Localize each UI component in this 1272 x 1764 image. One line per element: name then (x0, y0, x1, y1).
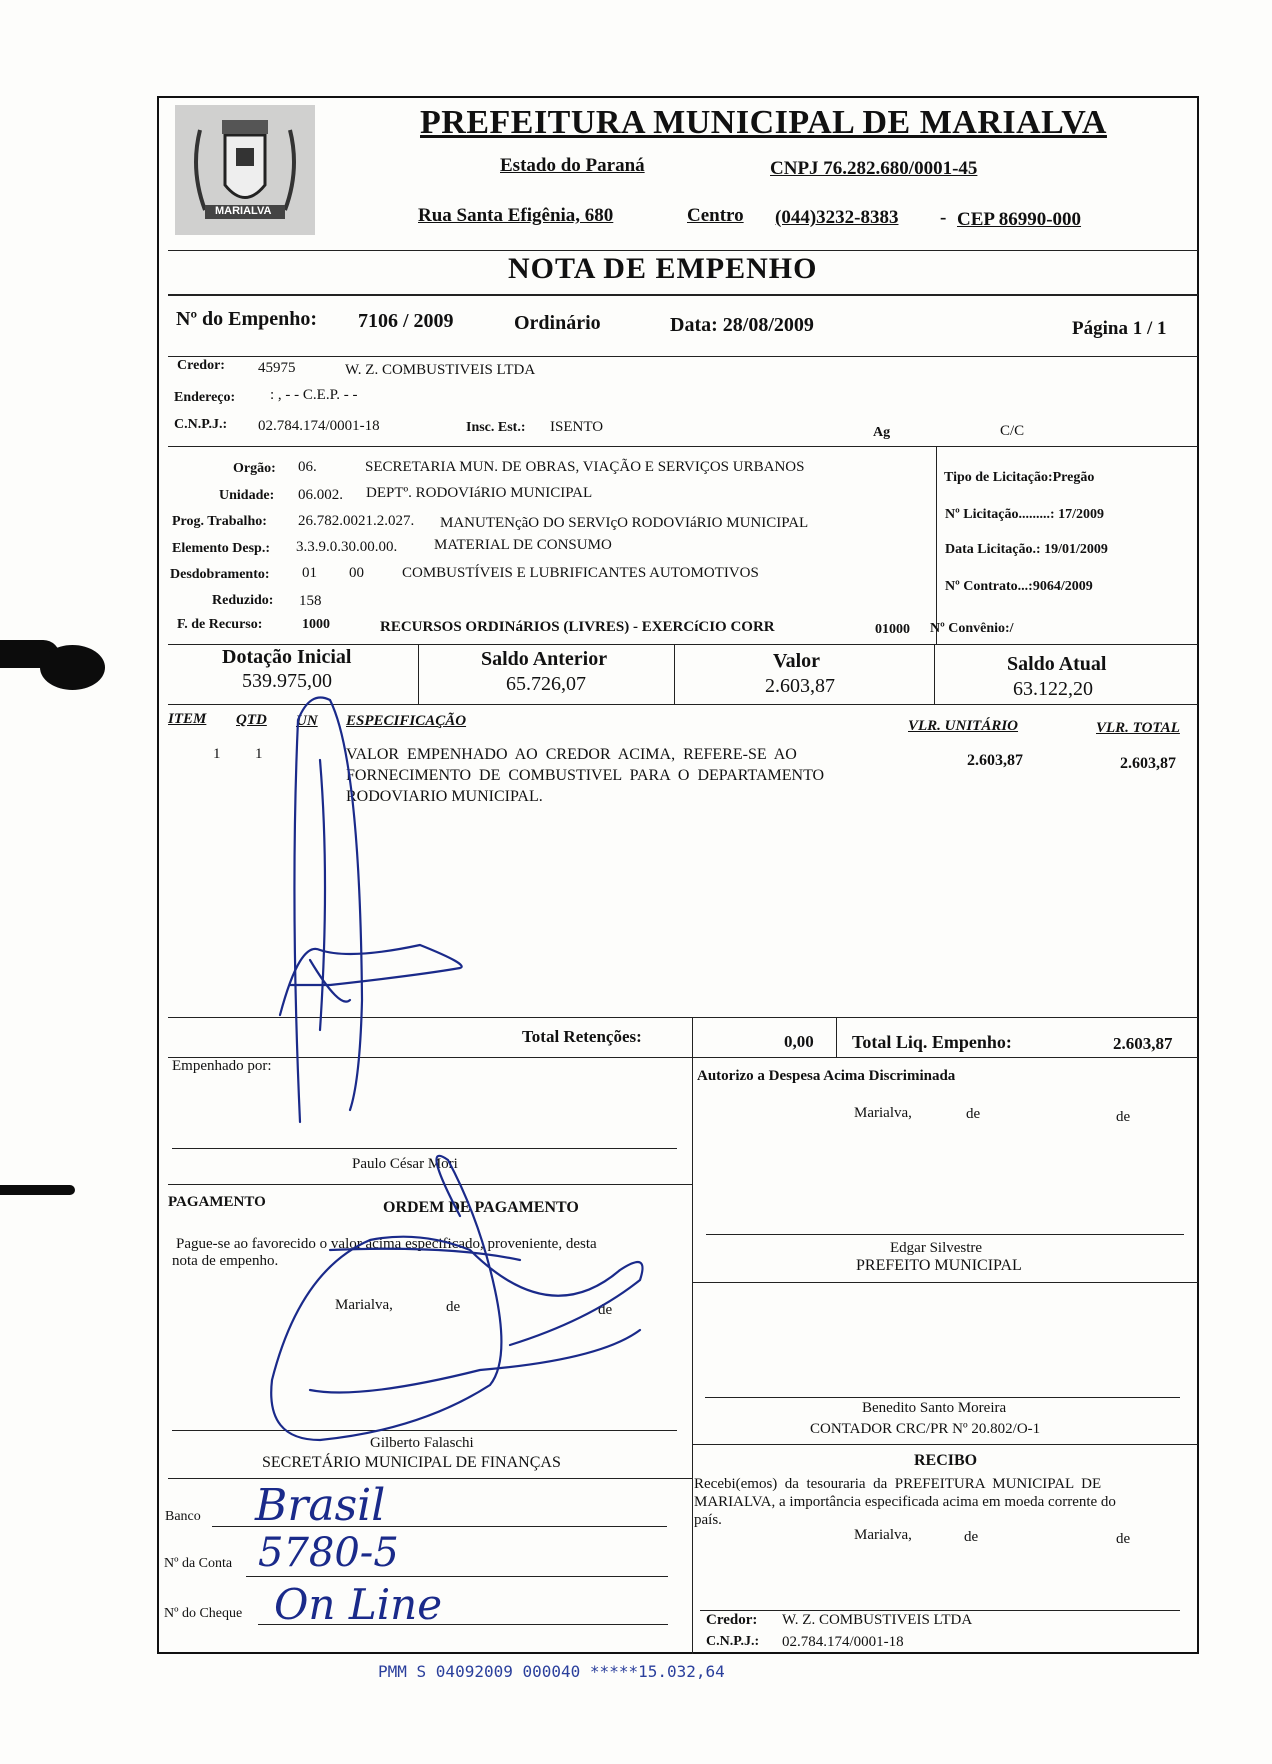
unidade-label: Unidade: (219, 488, 275, 503)
fonte-recurso-name: RECURSOS ORDINáRIOS (LIVRES) - EXERCíCIO CORR (380, 619, 775, 635)
autorizo-city: Marialva, (854, 1105, 912, 1121)
page-number: Página 1 / 1 (1072, 318, 1167, 339)
recibo-city: Marialva, (854, 1527, 912, 1543)
pagamento-de: de (598, 1302, 613, 1318)
secretario-name: Gilberto Falaschi (370, 1435, 474, 1451)
banco-handwritten: Brasil (255, 1480, 386, 1531)
prefeito-name: Edgar Silvestre (890, 1240, 983, 1256)
total-retencoes-value: 0,00 (784, 1032, 814, 1051)
recibo-credor-name: W. Z. COMBUSTIVEIS LTDA (782, 1612, 973, 1628)
cheque-handwritten: On Line (274, 1580, 443, 1629)
empenho-date: Data: 28/08/2009 (670, 314, 814, 336)
elem-name: MATERIAL DE CONSUMO (434, 537, 612, 553)
convenio-numero: Nº Convênio:/ (930, 621, 1014, 636)
address: Rua Santa Efigênia, 680 (418, 205, 614, 226)
signature-line (705, 1397, 1180, 1398)
licitacao-numero: Nº Licitação.........: 17/2009 (945, 507, 1104, 522)
licitacao-tipo: Tipo de Licitação:Pregão (944, 470, 1095, 485)
desd-a: 01 (302, 565, 317, 581)
recibo-de: de (964, 1529, 979, 1545)
dotacao-inicial-value: 539.975,00 (242, 670, 332, 692)
total-liquido-label: Total Liq. Empenho: (852, 1032, 1012, 1052)
item-vlr-unitario: 2.603,87 (967, 752, 1023, 769)
divider (168, 294, 1198, 296)
recibo-text: país. (694, 1512, 722, 1528)
saldo-atual-label: Saldo Atual (1007, 653, 1107, 675)
orgao-code: 06. (298, 459, 317, 475)
credor-name: W. Z. COMBUSTIVEIS LTDA (345, 362, 536, 378)
cnpj: CNPJ 76.282.680/0001-45 (770, 158, 978, 179)
divider (692, 1057, 693, 1654)
pagamento-text: nota de empenho. (172, 1253, 279, 1269)
orgao-name: SECRETARIA MUN. DE OBRAS, VIAÇÃO E SERVIÇOS URBANOS (365, 459, 805, 475)
prog-label: Prog. Trabalho: (172, 514, 267, 529)
item-number: 1 (213, 746, 221, 762)
insc-label: Insc. Est.: (466, 420, 526, 435)
signature-line (700, 1610, 1180, 1611)
total-liquido-value: 2.603,87 (1113, 1034, 1173, 1053)
divider (168, 356, 1198, 357)
divider (168, 644, 1198, 645)
divider (836, 1017, 837, 1057)
contador-name: Benedito Santo Moreira (862, 1400, 1007, 1416)
page-title: PREFEITURA MUNICIPAL DE MARIALVA (420, 104, 1107, 141)
conta-label: Nº da Conta (164, 1556, 233, 1571)
signature-line (172, 1148, 677, 1149)
seal-text: MARIALVA (215, 205, 272, 217)
recibo-de: de (1116, 1531, 1131, 1547)
banco-label: Banco (165, 1509, 201, 1524)
unidade-code: 06.002. (298, 487, 343, 503)
valor-value: 2.603,87 (765, 675, 835, 697)
divider (168, 1017, 1198, 1018)
signature-line (706, 1234, 1184, 1235)
separator-dash: - (940, 207, 947, 228)
divider (692, 1017, 693, 1057)
fonte-recurso-extra: 01000 (875, 622, 910, 637)
empenho-number: 7106 / 2009 (358, 310, 454, 332)
col-vlr-unitario: VLR. UNITÁRIO (908, 718, 1019, 734)
ink-blot (40, 645, 105, 690)
item-vlr-total: 2.603,87 (1120, 755, 1176, 772)
credor-code: 45975 (258, 360, 296, 376)
fonte-recurso-label: F. de Recurso: (177, 617, 263, 632)
unidade-name: DEPTº. RODOVIáRIO MUNICIPAL (366, 485, 593, 501)
desd-label: Desdobramento: (170, 567, 270, 582)
divider (418, 644, 419, 704)
pagamento-text: Pague-se ao favorecido o valor acima especificado, proveniente, desta (176, 1236, 597, 1252)
phone: (044)3232-8383 (775, 207, 899, 228)
conta-line (246, 1576, 668, 1577)
total-retencoes-label: Total Retenções: (522, 1027, 642, 1046)
autorizo-de: de (1116, 1109, 1131, 1125)
payment-stamp: PMM S 04092009 000040 *****15.032,64 (378, 1662, 725, 1681)
empenhado-por-name: Paulo César Mori (352, 1156, 458, 1172)
ordem-pagamento-label: ORDEM DE PAGAMENTO (383, 1199, 579, 1216)
prog-code: 26.782.0021.2.027. (298, 513, 415, 529)
divider (934, 644, 935, 704)
divider (168, 1478, 692, 1479)
orgao-label: Orgão: (233, 461, 276, 476)
divider (936, 446, 937, 644)
col-item: ITEM (168, 711, 207, 727)
insc-value: ISENTO (550, 419, 604, 435)
dotacao-inicial-label: Dotação Inicial (222, 646, 352, 668)
elem-code: 3.3.9.0.30.00.00. (296, 539, 398, 555)
ink-blot (0, 1185, 75, 1195)
ag-label: Ag (873, 425, 891, 440)
address-label: Endereço: (174, 390, 236, 405)
credor-cnpj-label: C.N.P.J.: (174, 417, 228, 432)
autorizo-label: Autorizo a Despesa Acima Discriminada (697, 1068, 956, 1084)
municipal-seal (170, 100, 320, 240)
saldo-atual-value: 63.122,20 (1013, 678, 1093, 700)
recibo-text: MARIALVA, a importância especificada acima em moeda corrente do (694, 1494, 1116, 1510)
divider (168, 1057, 1198, 1058)
conta-handwritten: 5780-5 (258, 1530, 399, 1576)
cep: CEP 86990-000 (957, 209, 1082, 230)
recibo-text: Recebi(emos) da tesouraria da PREFEITURA MUNICIPAL DE (694, 1476, 1102, 1492)
divider (168, 1184, 692, 1185)
col-especificacao: ESPECIFICAÇÃO (346, 713, 467, 729)
divider (168, 446, 1198, 447)
district: Centro (687, 205, 744, 226)
saldo-anterior-value: 65.726,07 (506, 673, 586, 695)
recibo-title: RECIBO (914, 1452, 978, 1469)
divider (168, 704, 1198, 705)
doc-title: NOTA DE EMPENHO (508, 252, 818, 285)
col-vlr-total: VLR. TOTAL (1096, 720, 1180, 736)
divider (168, 250, 1198, 251)
cc-label: C/C (1000, 423, 1025, 439)
fonte-recurso-code: 1000 (302, 617, 330, 632)
pagamento-de: de (446, 1299, 461, 1315)
item-qtd: 1 (255, 746, 263, 762)
recibo-credor-label: Credor: (706, 1612, 758, 1628)
item-spec-line: RODOVIARIO MUNICIPAL. (346, 788, 543, 805)
desd-b: 00 (349, 565, 364, 581)
item-spec-line: VALOR EMPENHADO AO CREDOR ACIMA, REFERE-SE AO (346, 746, 797, 763)
elem-label: Elemento Desp.: (172, 541, 270, 556)
signature-line (172, 1430, 677, 1431)
recibo-cnpj-label: C.N.P.J.: (706, 1634, 760, 1649)
state-name: Estado do Paraná (500, 155, 645, 176)
credor-label: Credor: (177, 358, 225, 373)
credor-cnpj: 02.784.174/0001-18 (258, 418, 380, 434)
cheque-label: Nº do Cheque (164, 1606, 243, 1621)
contrato-numero: Nº Contrato...:9064/2009 (945, 579, 1093, 594)
pagamento-city: Marialva, (335, 1297, 393, 1313)
valor-label: Valor (773, 650, 821, 672)
reduzido-label: Reduzido: (212, 593, 274, 608)
prog-name: MANUTENçãO DO SERVIçO RODOVIáRIO MUNICIPAL (440, 515, 809, 531)
col-un: UN (296, 713, 318, 729)
col-qtd: QTD (236, 712, 267, 728)
pagamento-label: PAGAMENTO (168, 1194, 266, 1210)
item-spec-line: FORNECIMENTO DE COMBUSTIVEL PARA O DEPARTAMENTO (346, 767, 825, 784)
empenhado-por-label: Empenhado por: (172, 1058, 272, 1074)
recibo-cnpj: 02.784.174/0001-18 (782, 1634, 904, 1650)
autorizo-de: de (966, 1106, 981, 1122)
empenho-number-label: Nº do Empenho: (176, 308, 318, 330)
credor-address: : , - - C.E.P. - - (270, 387, 358, 403)
empenho-type: Ordinário (514, 312, 601, 334)
licitacao-data: Data Licitação.: 19/01/2009 (945, 542, 1108, 557)
prefeito-title: PREFEITO MUNICIPAL (856, 1257, 1022, 1274)
secretario-title: SECRETÁRIO MUNICIPAL DE FINANÇAS (262, 1454, 561, 1471)
divider (674, 644, 675, 704)
saldo-anterior-label: Saldo Anterior (481, 648, 608, 670)
reduzido-code: 158 (299, 593, 322, 609)
desd-name: COMBUSTÍVEIS E LUBRIFICANTES AUTOMOTIVOS (402, 565, 759, 581)
divider (692, 1444, 1198, 1445)
contador-title: CONTADOR CRC/PR Nº 20.802/O-1 (810, 1421, 1041, 1437)
divider (692, 1282, 1198, 1283)
